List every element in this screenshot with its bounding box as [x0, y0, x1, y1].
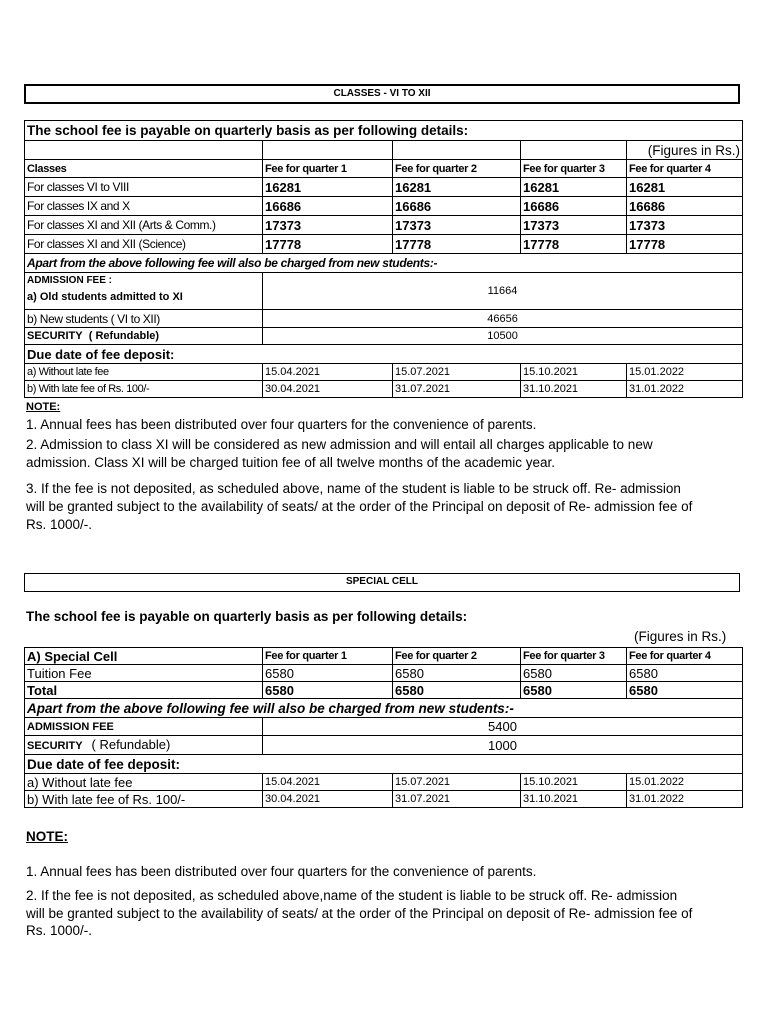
section-heading: The school fee is payable on quarterly basis as per following details: [26, 609, 468, 624]
fee-value: 17373 [521, 216, 627, 235]
due-date-heading: Due date of fee deposit: [25, 755, 743, 774]
section-title: SPECIAL CELL [345, 576, 419, 587]
column-header: Fee for quarter 3 [521, 160, 627, 178]
fee-table-special-cell [24, 647, 743, 808]
table-row [25, 665, 743, 682]
new-students-label: b) New students ( VI to XII) [25, 310, 263, 328]
fee-value: 16281 [627, 178, 743, 197]
old-students-label: a) Old students admitted to XI [27, 291, 183, 303]
table-row [25, 216, 743, 235]
column-header: Fee for quarter 4 [627, 160, 743, 178]
fee-value: 6580 [393, 682, 521, 699]
old-students-value: 11664 [263, 273, 743, 310]
column-header: Fee for quarter 4 [627, 648, 743, 665]
note-item: 1. Annual fees has been distributed over four quarters for the convenience of parents. [26, 417, 537, 432]
due-date: 30.04.2021 [263, 791, 393, 808]
fee-value: 17373 [627, 216, 743, 235]
section-title: CLASSES - VI TO XII [333, 88, 431, 99]
fee-table-classes [24, 120, 743, 398]
new-students-note: Apart from the above following fee will also be charged from new students:- [25, 699, 743, 718]
fee-value: 17778 [393, 235, 521, 254]
due-date: 15.01.2022 [627, 774, 743, 791]
row-label: Tuition Fee [25, 665, 263, 682]
table-heading: The school fee is payable on quarterly basis as per following details: [25, 121, 743, 141]
column-header: Fee for quarter 3 [521, 648, 627, 665]
due-date: 15.01.2022 [627, 364, 743, 381]
security-value: 10500 [263, 328, 743, 345]
column-header: Fee for quarter 1 [263, 648, 393, 665]
fee-value: 16686 [627, 197, 743, 216]
fee-value: 16281 [393, 178, 521, 197]
fee-value: 6580 [627, 665, 743, 682]
row-label: For classes XI and XII (Science) [25, 235, 263, 254]
row-label: Total [25, 682, 263, 699]
row-label: For classes IX and X [25, 197, 263, 216]
fee-value: 6580 [521, 682, 627, 699]
admission-fee-value: 5400 [263, 718, 743, 736]
column-header: A) Special Cell [25, 648, 263, 665]
due-date: 30.04.2021 [263, 381, 393, 398]
due-date: 31.07.2021 [393, 791, 521, 808]
security-label: SECURITY [27, 330, 83, 342]
table-row [25, 197, 743, 216]
fee-value: 17778 [627, 235, 743, 254]
due-date: 31.07.2021 [393, 381, 521, 398]
note-label: NOTE: [26, 829, 68, 844]
column-header: Fee for quarter 2 [393, 648, 521, 665]
due-date: 31.01.2022 [627, 791, 743, 808]
row-label: For classes XI and XII (Arts & Comm.) [25, 216, 263, 235]
note-item: admission. Class XI will be charged tuition fee of all twelve months of the academic year. [26, 455, 556, 470]
security-label: SECURITY [27, 740, 83, 752]
note-item: Rs. 1000/-. [26, 923, 93, 938]
fee-value: 17373 [393, 216, 521, 235]
fee-value: 16686 [521, 197, 627, 216]
table-row [25, 235, 743, 254]
fee-value: 16686 [263, 197, 393, 216]
due-date: 31.10.2021 [521, 381, 627, 398]
note-item: 2. If the fee is not deposited, as scheduled above,name of the student is liable to be struck off. Re- admission [26, 888, 678, 903]
due-date: 15.07.2021 [393, 774, 521, 791]
fee-value: 6580 [393, 665, 521, 682]
note-item: 2. Admission to class XI will be considered as new admission and will entail all charges applicable to new [26, 437, 653, 452]
due-date: 15.07.2021 [393, 364, 521, 381]
due-date: 31.10.2021 [521, 791, 627, 808]
refundable-label: ( Refundable) [91, 737, 171, 752]
column-header: Fee for quarter 2 [393, 160, 521, 178]
table-row [25, 178, 743, 197]
fee-value: 6580 [521, 665, 627, 682]
fee-value: 6580 [263, 665, 393, 682]
fee-value: 16686 [393, 197, 521, 216]
column-header: Classes [25, 160, 263, 178]
note-label: NOTE: [26, 401, 61, 413]
fee-value: 16281 [521, 178, 627, 197]
fee-value: 17373 [263, 216, 393, 235]
admission-fee-label: ADMISSION FEE [25, 718, 263, 736]
due-date: 15.10.2021 [521, 774, 627, 791]
table-row [25, 682, 743, 699]
due-date: 15.10.2021 [521, 364, 627, 381]
column-header: Fee for quarter 1 [263, 160, 393, 178]
refundable-label: ( Refundable) [88, 330, 160, 342]
due-date: 31.01.2022 [627, 381, 743, 398]
fee-value: 6580 [627, 682, 743, 699]
new-students-value: 46656 [263, 310, 743, 328]
fee-value: 17778 [521, 235, 627, 254]
section-title-bar [24, 573, 740, 592]
due-date: 15.04.2021 [263, 774, 393, 791]
note-item: 1. Annual fees has been distributed over four quarters for the convenience of parents. [26, 864, 537, 879]
figures-note: (Figures in Rs.) [634, 629, 727, 644]
note-item: will be granted subject to the availability of seats/ at the order of the Principal on deposit of Re- admission fee of [26, 906, 693, 921]
note-item: Rs. 1000/-. [26, 517, 93, 532]
new-students-note: Apart from the above following fee will also be charged from new students:- [25, 254, 743, 273]
note-item: 3. If the fee is not deposited, as scheduled above, name of the student is liable to be struck off. Re- admission [26, 481, 681, 496]
due-date-heading: Due date of fee deposit: [25, 345, 743, 364]
fee-value: 6580 [263, 682, 393, 699]
figures-note: (Figures in Rs.) [627, 141, 743, 160]
admission-fee-label: ADMISSION FEE : [27, 275, 113, 286]
row-label: For classes VI to VIII [25, 178, 263, 197]
section-title-bar [24, 84, 740, 104]
security-value: 1000 [263, 736, 743, 755]
fee-value: 16281 [263, 178, 393, 197]
fee-value: 17778 [263, 235, 393, 254]
with-late-fee-label: b) With late fee of Rs. 100/- [25, 381, 263, 398]
due-date: 15.04.2021 [263, 364, 393, 381]
without-late-fee-label: a) Without late fee [25, 364, 263, 381]
note-item: will be granted subject to the availability of seats/ at the order of the Principal on deposit of Re- admission fee of [26, 499, 693, 514]
without-late-fee-label: a) Without late fee [25, 774, 263, 791]
with-late-fee-label: b) With late fee of Rs. 100/- [25, 791, 263, 808]
